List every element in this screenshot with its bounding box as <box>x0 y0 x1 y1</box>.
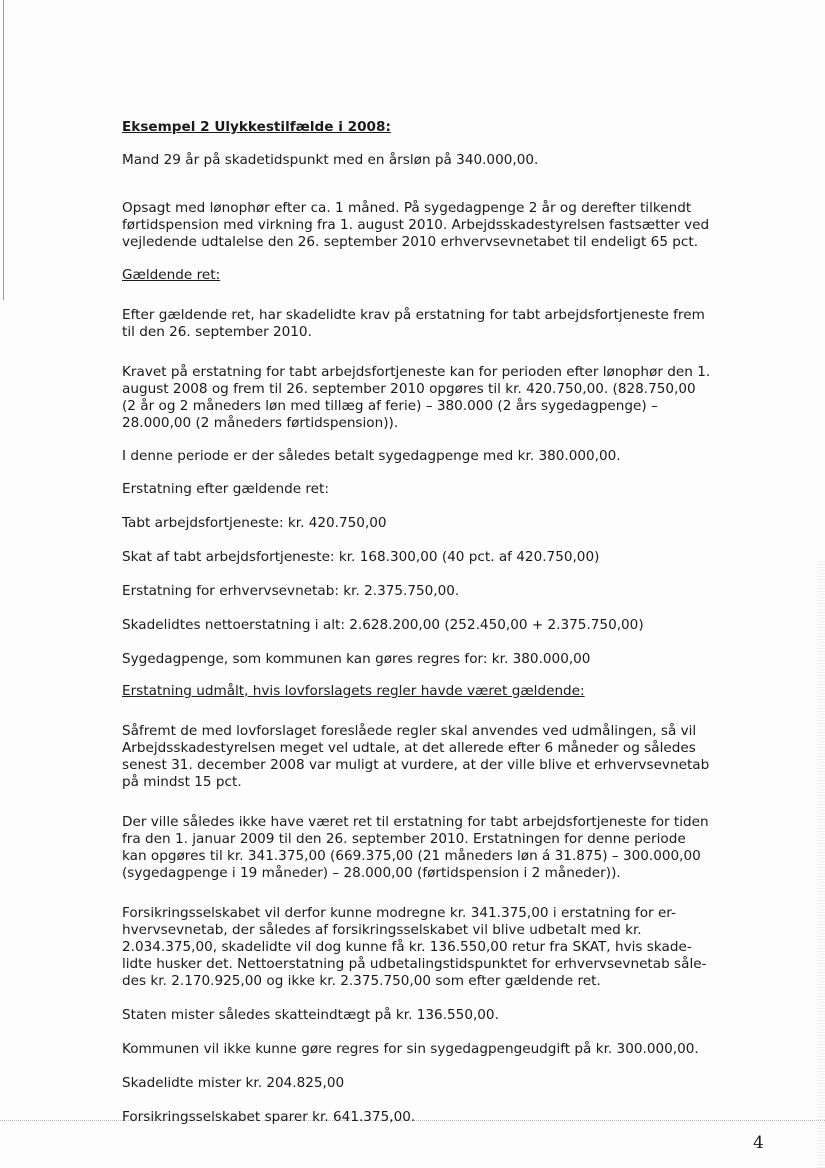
proposal-insurer-line: des kr. 2.170.925,00 og ikke kr. 2.375.750,00 som efter gældende ret. <box>122 973 601 989</box>
conclusion-injured: Skadelidte mister kr. 204.825,00 <box>122 1075 345 1091</box>
current-claim-line: til den 26. september 2010. <box>122 324 312 340</box>
proposal-calc-line: fra den 1. januar 2009 til den 26. september 2010. Erstatningen for denne periode <box>122 831 686 847</box>
proposal-insurer-line: lidte husker det. Nettoerstatning på udbetalingstidspunktet for erhvervsevnetab såle- <box>122 956 707 972</box>
proposal-calc-line: kan opgøres til kr. 341.375,00 (669.375,00 (21 måneders løn á 31.875) – 300.000,00 <box>122 848 701 864</box>
current-calc-line: (2 år og 2 måneders løn med tillæg af ferie) – 380.000 (2 års sygedagpenge) – <box>122 398 658 414</box>
proposal-insurer-line: Forsikringsselskabet vil derfor kunne modregne kr. 341.375,00 i erstatning for er- <box>122 905 676 921</box>
section-proposal: Erstatning udmålt, hvis lovforslagets regler havde været gældende: <box>122 683 585 699</box>
conclusion-insurer: Forsikringsselskabet sparer kr. 641.375,00. <box>122 1109 416 1125</box>
proposal-intro-line: på mindst 15 pct. <box>122 774 242 790</box>
proposal-calc-line: Der ville således ikke have været ret til erstatning for tabt arbejdsfortjeneste for tiden <box>122 814 709 830</box>
background-line: Opsagt med lønophør efter ca. 1 måned. På sygedagpenge 2 år og derefter tilkendt <box>122 200 692 216</box>
current-tax-line: Skat af tabt arbejdsfortjeneste: kr. 168.300,00 (40 pct. af 420.750,00) <box>122 549 600 565</box>
background-line: førtidspension med virkning fra 1. august 2010. Arbejdsskadestyrelsen fastsætter ved <box>122 217 710 233</box>
current-disability-line: Erstatning for erhvervsevnetab: kr. 2.375.750,00. <box>122 583 460 599</box>
scan-binding-line <box>3 0 4 300</box>
proposal-intro-line: Arbejdsskadestyrelsen meget vel udtale, at det allerede efter 6 måneder og således <box>122 740 696 756</box>
document-body <box>122 113 728 1125</box>
intro-paragraph: Mand 29 år på skadetidspunkt med en årsløn på 340.000,00. <box>122 152 539 168</box>
current-comp-title: Erstatning efter gældende ret: <box>122 481 329 497</box>
conclusion-municipality: Kommunen vil ikke kunne gøre regres for sin sygedagpengeudgift på kr. 300.000,00. <box>122 1041 699 1057</box>
conclusion-state: Staten mister således skatteindtægt på kr. 136.550,00. <box>122 1007 499 1023</box>
proposal-calc-line: (sygedagpenge i 19 måneder) – 28.000,00 (førtidspension i 2 måneder)). <box>122 865 621 881</box>
current-lost-earnings: Tabt arbejdsfortjeneste: kr. 420.750,00 <box>122 515 387 531</box>
current-calc-line: 28.000,00 (2 måneders førtidspension)). <box>122 415 399 431</box>
proposal-insurer-line: 2.034.375,00, skadelidte vil dog kunne få kr. 136.550,00 retur fra SKAT, hvis skade- <box>122 939 692 955</box>
scan-edge-noise <box>817 560 825 1168</box>
current-calc-line: Kravet på erstatning for tabt arbejdsfortjeneste kan for perioden efter lønophør den 1. <box>122 364 711 380</box>
background-line: vejledende udtalelse den 26. september 2010 erhvervsevnetabet til endeligt 65 pct. <box>122 234 699 250</box>
current-recourse-line: Sygedagpenge, som kommunen kan gøres regres for: kr. 380.000,00 <box>122 651 591 667</box>
current-net-total: Skadelidtes nettoerstatning i alt: 2.628.200,00 (252.450,00 + 2.375.750,00) <box>122 617 644 633</box>
current-calc-line: august 2008 og frem til 26. september 2010 opgøres til kr. 420.750,00. (828.750,00 <box>122 381 696 397</box>
page-number: 4 <box>753 1133 764 1153</box>
section-current-law: Gældende ret: <box>122 267 221 283</box>
current-paid-line: I denne periode er der således betalt sygedagpenge med kr. 380.000,00. <box>122 448 621 464</box>
example-heading: Eksempel 2 Ulykkestilfælde i 2008: <box>122 119 391 135</box>
proposal-intro-line: senest 31. december 2008 var muligt at vurdere, at der ville blive et erhvervsevnetab <box>122 757 710 773</box>
proposal-insurer-line: hvervsevnetab, der således af forsikringsselskabet vil blive udbetalt med kr. <box>122 922 642 938</box>
current-claim-line: Efter gældende ret, har skadelidte krav på erstatning for tabt arbejdsfortjeneste frem <box>122 307 705 323</box>
proposal-intro-line: Såfremt de med lovforslaget foreslåede regler skal anvendes ved udmålingen, så vil <box>122 723 697 739</box>
